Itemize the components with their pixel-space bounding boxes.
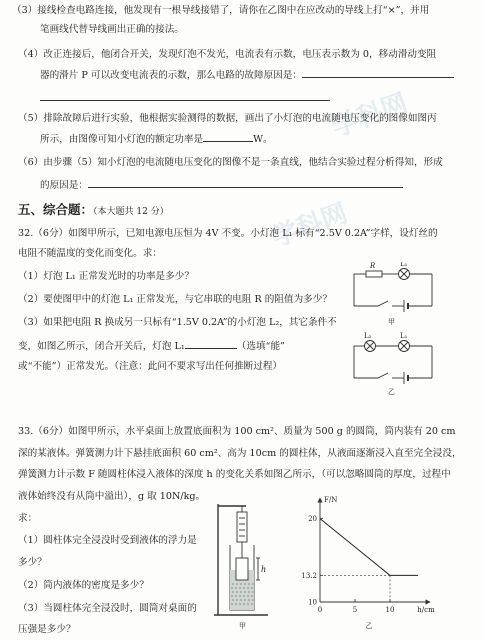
- q-part4-line3: [40, 90, 330, 105]
- liquid-dot: [243, 595, 244, 596]
- q33-stem-line1: 33.（6分）如图甲所示，水平桌面上放置底面积为 100 cm²、质量为 500 g 的圆筒，筒内装有 20 cm: [18, 426, 456, 437]
- q-part6-line2: [40, 177, 403, 192]
- liquid-dot: [236, 583, 237, 584]
- liquid-dot: [244, 591, 245, 592]
- caption-b: 乙: [388, 388, 395, 396]
- apparatus-diagram: [212, 500, 272, 630]
- label-l1: L₁: [400, 332, 408, 340]
- label-r: R: [370, 262, 376, 270]
- q32-stem-line2: 电阻不随温度的变化而变化。求：: [18, 248, 162, 259]
- watermark: 学科网: [268, 198, 352, 254]
- liquid-dot: [244, 583, 245, 584]
- circuit-a: [354, 262, 432, 326]
- liquid-dot: [232, 591, 233, 592]
- series-line: [320, 519, 418, 576]
- liquid-dot: [248, 583, 249, 584]
- liquid-dot: [244, 599, 245, 600]
- liquid-dot: [240, 583, 241, 584]
- q33-stem-line4: 液体始终没有从筒中溢出），g 取 10N/kg。: [18, 491, 206, 502]
- label-l2: L₂: [364, 332, 372, 340]
- chart-caption: 乙: [365, 622, 373, 630]
- liquid-dot: [247, 603, 248, 604]
- q33-part1-line1: （1）圆柱体完全浸没时受到液体的浮力是: [18, 535, 197, 546]
- q-part5-line1: （5）排除故障后进行实验，他根据实验测得的数据，画出了小灯泡的电流随电压变化的图像如图丙: [18, 113, 437, 124]
- watermark: 学科网: [328, 88, 412, 144]
- liquid-dot: [240, 591, 241, 592]
- force-depth-chart: [292, 494, 442, 634]
- q-part4-line2: [40, 67, 454, 82]
- q-part5-unit: W。: [253, 134, 273, 145]
- liquid-dot: [236, 591, 237, 592]
- submerged-cylinder: [236, 558, 248, 580]
- q-part5-line2: [40, 131, 273, 146]
- q32-part3-line3: 或“不能”）正常发光。（注意：此问不要求写出任何推断过程）: [18, 361, 283, 372]
- section-title-text: 五、综合题：: [18, 202, 94, 217]
- q-part3-line1: （3）接线检查电路连接，他发现有一根导线接错了，请你在乙图中在应改动的导线上打“×”，并用: [12, 5, 430, 16]
- liquid-dot: [251, 587, 252, 588]
- liquid-dot: [247, 595, 248, 596]
- y-tick-label: 10: [308, 598, 317, 607]
- liquid-dot: [235, 587, 236, 588]
- q33-part1-line2: 多少？: [18, 557, 47, 568]
- x-tick-label: 0: [317, 606, 323, 614]
- q-part4-line1: （4）改正连接后，他闭合开关，发现灯泡不发光，电流表有示数，电压表示数为 0，移动滑动变阻: [18, 49, 437, 60]
- y-tick-label: 13.2: [301, 571, 317, 580]
- section-note: （本大题共 12 分）: [93, 207, 169, 217]
- x-tick-label: 10: [385, 606, 395, 614]
- liquid-dot: [251, 603, 252, 604]
- label-h: h: [261, 565, 267, 574]
- q32-stem-line1: 32.（6分）如图甲所示，已知电源电压恒为 4V 不变。小灯泡 L₁ 标有“2.5V 0.2A”字样，设灯丝的: [18, 228, 438, 239]
- q33-part2: （2）筒内液体的密度是多少？: [18, 580, 149, 591]
- answer-blank[interactable]: [203, 131, 253, 142]
- q32-part1: （1）灯泡 L₁ 正常发光时的功率是多少？: [18, 271, 194, 282]
- x-tick-label: 5: [352, 606, 358, 614]
- q-part6-line1: （6）由步骤（5）知小灯泡的电流随电压变化的图像不是一条直线，他结合实验过程分析得知，形成: [18, 157, 443, 168]
- caption-a: 甲: [239, 622, 246, 630]
- q32-part3-choice: （选填“能”: [236, 341, 285, 352]
- y-tick-label: 20: [308, 515, 317, 524]
- y-axis-label: F/N: [324, 496, 338, 504]
- q33-stem-line3: 弹簧测力计示数 F 随圆柱体浸入液体的深度 h 的变化关系如图乙所示，（可以忽略圆筒的厚度，过程中: [18, 469, 451, 480]
- liquid-dot: [231, 603, 232, 604]
- liquid-dot: [252, 583, 253, 584]
- liquid-dot: [239, 587, 240, 588]
- liquid-dot: [235, 595, 236, 596]
- circuit-diagrams: [348, 262, 448, 397]
- liquid-dot: [252, 599, 253, 600]
- caption-a: 甲: [388, 318, 395, 326]
- q32-part2: （2）要使图甲中的灯泡 L₁ 正常发光，与它串联的电阻 R 的阻值为多少？: [18, 294, 332, 305]
- liquid-dot: [232, 583, 233, 584]
- q-part3-line2: 笔画线代替导线画出正确的接法。: [40, 24, 184, 35]
- liquid-dot: [243, 603, 244, 604]
- q32-part3-line2: [18, 338, 285, 353]
- q32-part3-text: 变，如图乙所示，闭合开关后，灯泡 L₁: [18, 341, 185, 352]
- liquid-dot: [231, 587, 232, 588]
- q33-ask: 求：: [18, 513, 38, 524]
- liquid-dot: [239, 595, 240, 596]
- liquid-dot: [248, 591, 249, 592]
- q-part4-text: 器的滑片 P 可以改变电流表的示数，那么电路的故障原因是：: [40, 70, 302, 81]
- answer-blank[interactable]: [185, 338, 237, 349]
- liquid-dot: [231, 595, 232, 596]
- liquid-dot: [236, 599, 237, 600]
- q-part5-text: 所示，由图像可知小灯泡的额定功率是: [40, 134, 204, 145]
- liquid-dot: [239, 603, 240, 604]
- liquid-dot: [243, 587, 244, 588]
- liquid-dot: [240, 599, 241, 600]
- resistor-r: [366, 271, 382, 277]
- q33-part3-line1: （3）当圆柱体完全浸没时，圆筒对桌面的: [18, 603, 197, 614]
- liquid-dot: [247, 587, 248, 588]
- q33-stem-line2: 深的某液体。弹簧测力计下悬挂底面积 60 cm²、高为 10cm 的圆柱体，从液面逐渐浸入直至完全浸没，: [18, 448, 462, 459]
- answer-blank[interactable]: [302, 67, 454, 78]
- q32-part3-line1: （3）如果把电阻 R 换成另一只标有“1.5V 0.2A”的小灯泡 L₂，其它条件不: [18, 317, 337, 328]
- answer-blank[interactable]: [88, 177, 403, 188]
- circuit-b: [354, 332, 432, 396]
- liquid-dot: [252, 591, 253, 592]
- x-axis-label: h/cm: [417, 606, 435, 614]
- q33-part3-line2: 压强是多少？: [18, 624, 76, 635]
- label-l1: L₁: [400, 262, 408, 268]
- spring-scale-icon: [237, 512, 247, 542]
- section-title: [18, 200, 169, 218]
- liquid-dot: [248, 599, 249, 600]
- liquid-dot: [251, 595, 252, 596]
- liquid-dot: [235, 603, 236, 604]
- liquid-dot: [232, 599, 233, 600]
- answer-blank[interactable]: [40, 90, 330, 101]
- q-part6-text: 的原因是：: [40, 180, 88, 191]
